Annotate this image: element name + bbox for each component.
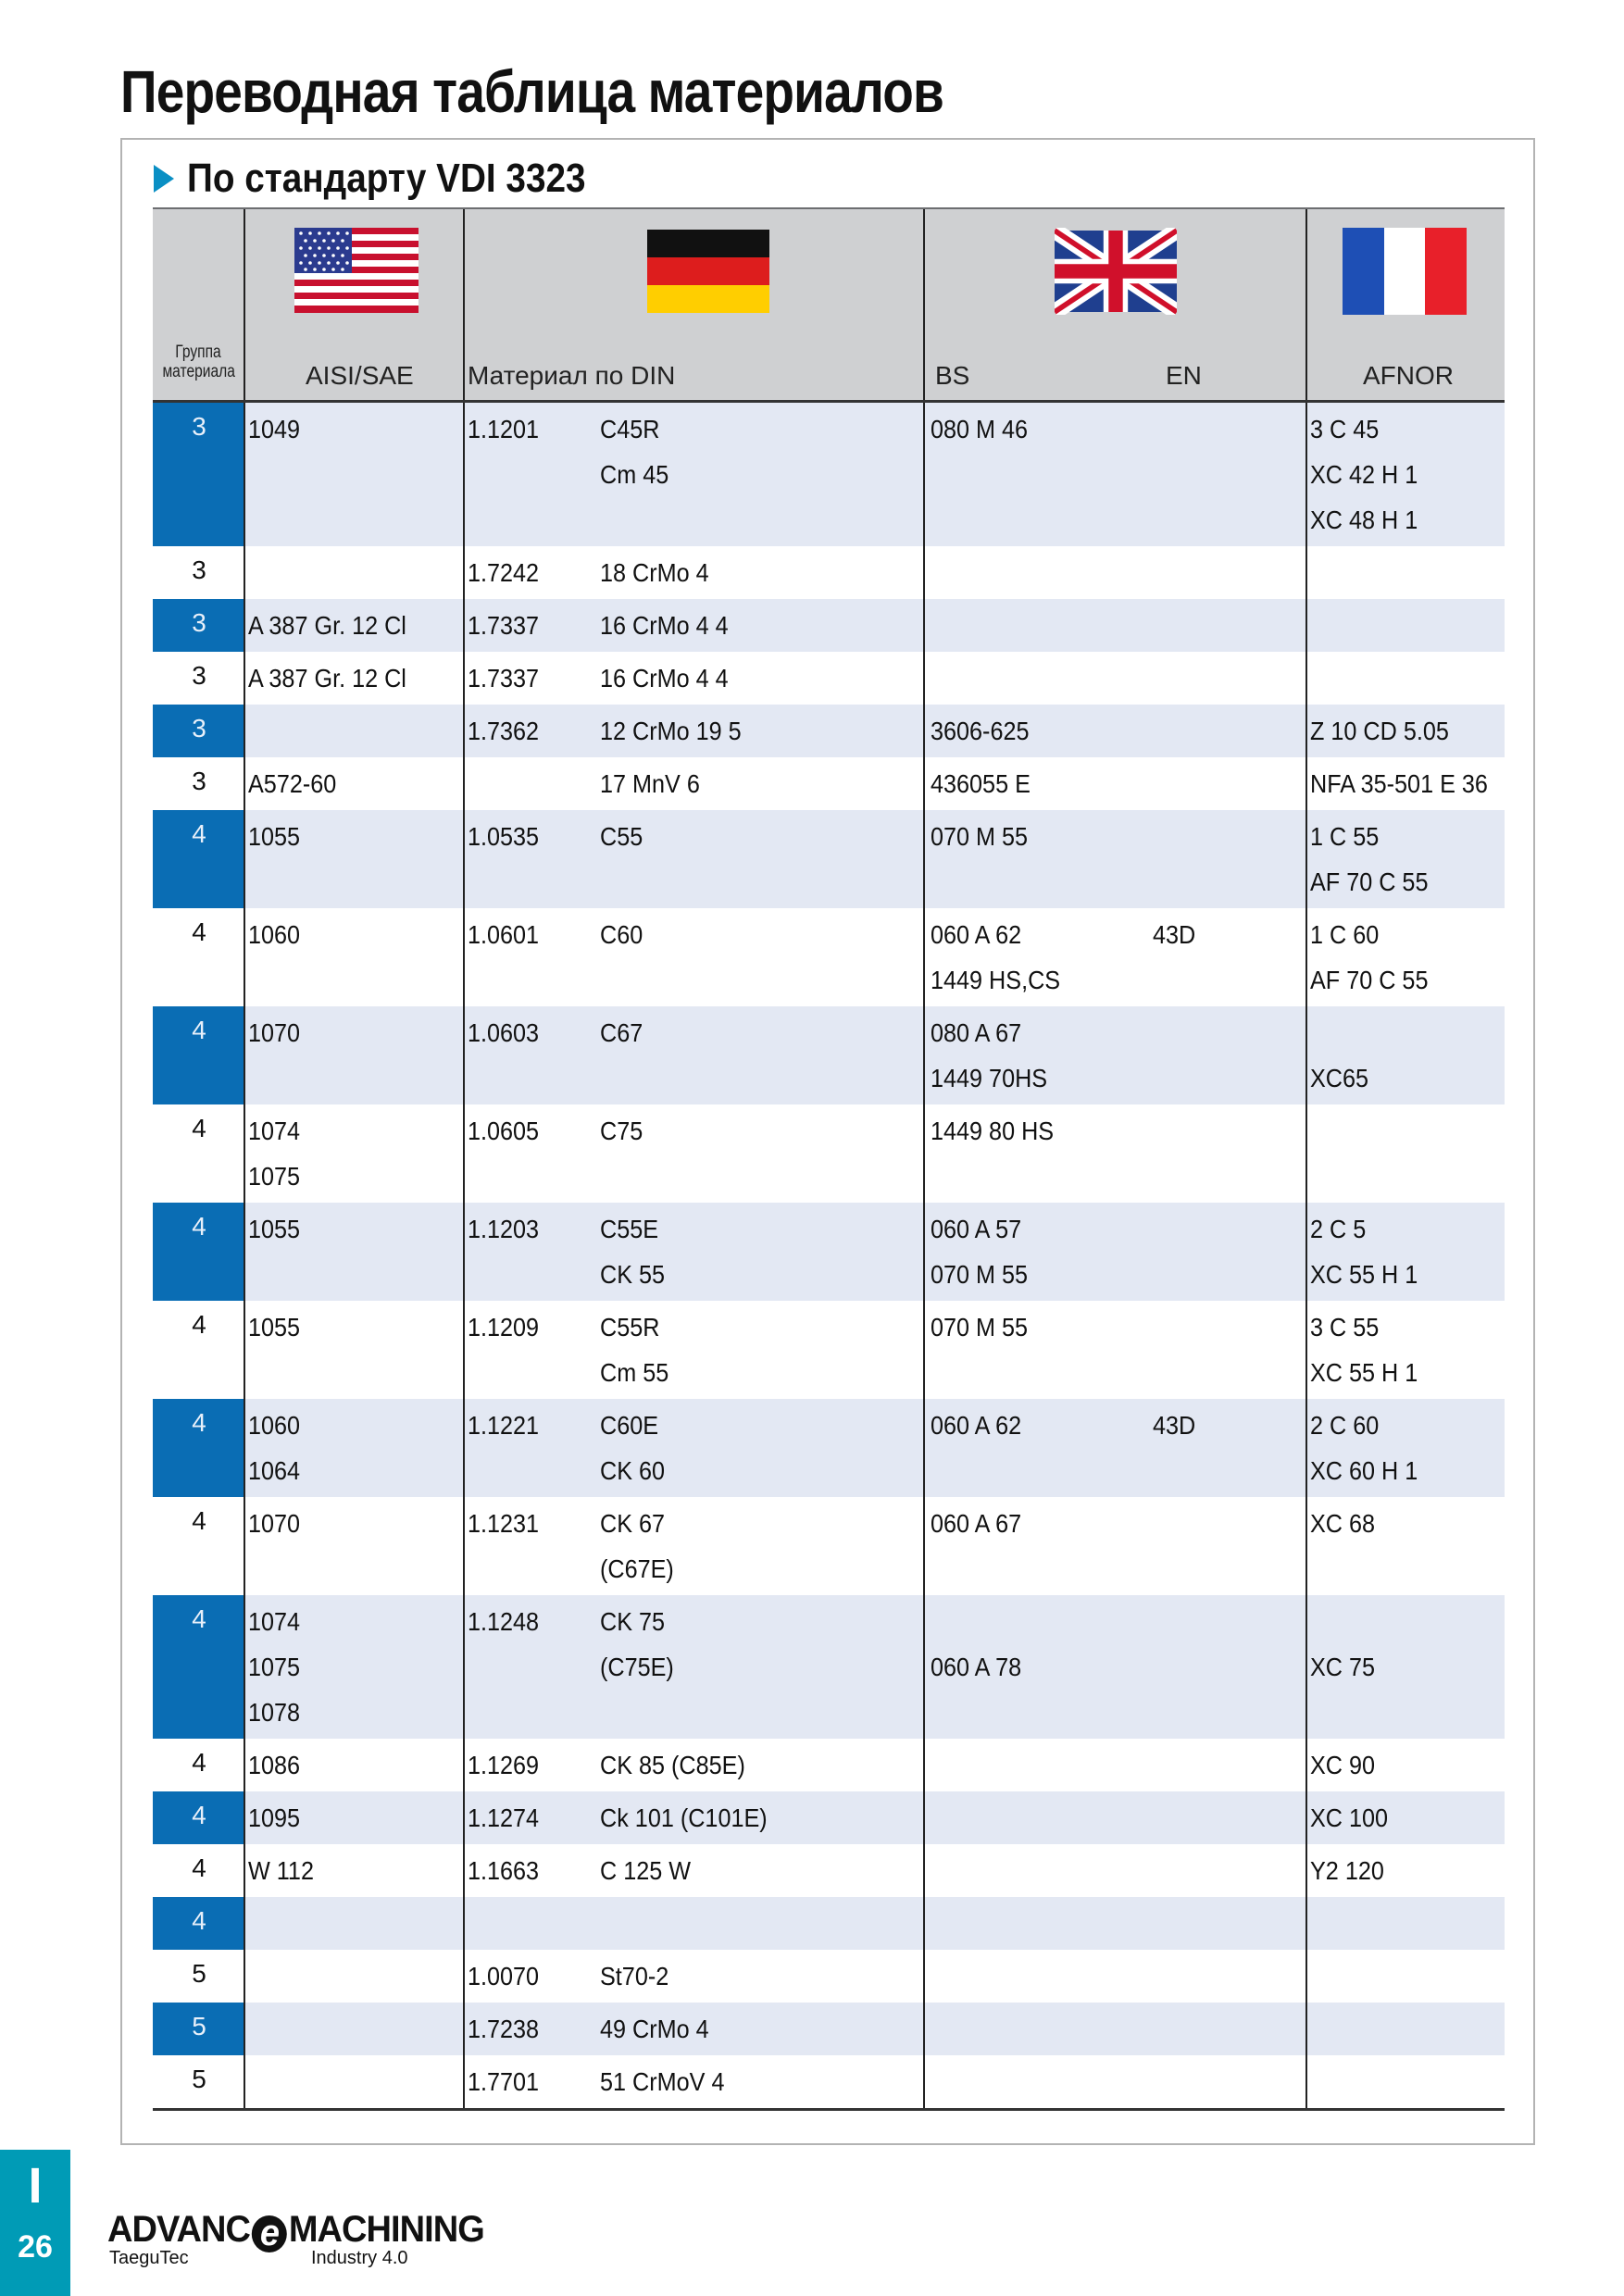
cell-group: 3 (153, 403, 245, 546)
cell-group: 4 (192, 1506, 206, 1535)
cell-din-name-line: CK 67 (600, 1509, 666, 1538)
cell-din-name-line: CK 75 (600, 1607, 666, 1636)
cell-aisi-line: 1055 (248, 1215, 301, 1243)
cell-aisi (248, 814, 300, 859)
header-bs: BS (935, 361, 970, 390)
cell-afnor (1310, 1206, 1418, 1297)
logo-subtitle-left: TaeguTec (109, 2248, 189, 2268)
cell-din-number-line: 1.0070 (468, 1962, 540, 1990)
cell-din-name-line: Cm 45 (600, 460, 669, 489)
cell-bs-line: 1449 70HS (931, 1064, 1048, 1092)
cell-afnor (1310, 708, 1449, 754)
cell-din-name-line: 18 CrMo 4 (600, 558, 709, 587)
logo-e: e (252, 2215, 287, 2252)
cell-afnor-line: XC 60 H 1 (1310, 1456, 1418, 1485)
cell-din-name (600, 1010, 643, 1055)
cell-aisi-line: 1075 (248, 1162, 301, 1191)
cell-aisi (248, 603, 406, 648)
cell-din-name (600, 1742, 745, 1788)
cell-din-name-line: (C75E) (600, 1653, 674, 1681)
cell-afnor-line: XC 55 H 1 (1310, 1260, 1418, 1289)
cell-din-number (468, 1848, 539, 1893)
header-en: EN (1166, 361, 1202, 390)
cell-din-number (468, 708, 539, 754)
cell-bs (931, 1108, 1054, 1154)
cell-din-name-line: C60 (600, 920, 643, 949)
germany-flag-icon (647, 230, 769, 313)
header-group (162, 343, 233, 381)
cell-aisi (248, 761, 336, 806)
cell-din-number (468, 655, 539, 701)
cell-din-name-line: (C67E) (600, 1554, 674, 1583)
cell-afnor-line: 1 C 60 (1310, 920, 1380, 949)
table-row (153, 1897, 1505, 1950)
cell-din-name (600, 603, 729, 648)
usa-flag-icon (294, 228, 418, 313)
cell-din-name-line: C55 (600, 822, 643, 851)
cell-aisi-line: 1070 (248, 1018, 301, 1047)
cell-din-name (600, 708, 742, 754)
cell-bs (931, 1206, 1028, 1297)
cell-din-number (468, 1599, 539, 1644)
cell-aisi (248, 1501, 300, 1546)
cell-bs-line: 3606-625 (931, 717, 1030, 745)
play-arrow-icon (154, 165, 174, 193)
cell-bs-line (931, 1599, 1021, 1644)
cell-afnor (1310, 761, 1488, 806)
cell-aisi-line: 1055 (248, 822, 301, 851)
cell-bs-line: 060 A 67 (931, 1509, 1022, 1538)
cell-afnor-line: XC 100 (1310, 1803, 1389, 1832)
body-divider (463, 403, 465, 2108)
table-row (153, 1844, 1505, 1897)
cell-bs (931, 814, 1028, 859)
cell-en (1153, 912, 1195, 957)
cell-afnor-line: XC 42 H 1 (1310, 460, 1418, 489)
cell-din-name (600, 912, 643, 957)
cell-din-number (468, 1108, 539, 1154)
cell-aisi-line: W 112 (248, 1856, 314, 1885)
cell-din-name-line: 17 MnV 6 (600, 769, 700, 798)
cell-bs (931, 1304, 1028, 1350)
cell-afnor (1310, 1403, 1418, 1493)
table-row (153, 705, 1505, 757)
cell-din-name-line: CK 60 (600, 1456, 666, 1485)
cell-bs-line: 080 A 67 (931, 1018, 1022, 1047)
cell-din-number-line: 1.7701 (468, 2067, 540, 2096)
cell-afnor-line: NFA 35-501 E 36 (1310, 769, 1488, 798)
cell-afnor (1310, 1304, 1418, 1395)
header-divider (923, 209, 925, 400)
table-row (153, 1739, 1505, 1791)
cell-din-name-line: C75 (600, 1117, 643, 1145)
cell-din-number-line: 1.1663 (468, 1856, 540, 1885)
cell-afnor (1310, 406, 1418, 543)
cell-din-number-line: 1.1269 (468, 1751, 540, 1779)
table-row (153, 1497, 1505, 1595)
cell-group: 5 (153, 2003, 245, 2055)
cell-bs (931, 761, 1031, 806)
table-row (153, 652, 1505, 705)
cell-afnor-line: XC 48 H 1 (1310, 505, 1418, 534)
header-group-line1: Группа (175, 343, 221, 362)
cell-aisi-line: 1074 (248, 1117, 301, 1145)
section-tab-label: I (28, 2158, 43, 2214)
cell-bs (931, 912, 1060, 1003)
cell-din-number (468, 912, 539, 957)
cell-din-number-line: 1.0601 (468, 920, 540, 949)
cell-aisi-line: 1064 (248, 1456, 301, 1485)
cell-din-name-line: 12 CrMo 19 5 (600, 717, 742, 745)
cell-din-name (600, 2059, 724, 2104)
cell-din-name-line: 16 CrMo 4 4 (600, 611, 729, 640)
cell-din-number (468, 814, 539, 859)
cell-afnor (1310, 1848, 1384, 1893)
cell-bs-line: 070 M 55 (931, 822, 1029, 851)
cell-din-name (600, 761, 700, 806)
cell-din-name-line: CK 85 (C85E) (600, 1751, 745, 1779)
cell-group: 4 (153, 1006, 245, 1104)
cell-bs-line: 436055 E (931, 769, 1031, 798)
cell-din-number-line: 1.1201 (468, 415, 540, 443)
cell-bs-line: 1449 80 HS (931, 1117, 1055, 1145)
cell-group: 5 (192, 1959, 206, 1988)
cell-din-name (600, 2006, 709, 2052)
cell-afnor-line: 2 C 5 (1310, 1215, 1367, 1243)
table-row (153, 757, 1505, 810)
cell-afnor-line: XC 75 (1310, 1653, 1376, 1681)
cell-din-number (468, 1742, 539, 1788)
table-row (153, 1950, 1505, 2003)
cell-afnor-line: AF 70 C 55 (1310, 867, 1429, 896)
cell-aisi (248, 1010, 300, 1055)
cell-bs (931, 1599, 1021, 1690)
cell-group: 3 (192, 767, 206, 795)
cell-din-name (600, 406, 668, 497)
cell-din-name-line: C55R (600, 1313, 660, 1341)
cell-din-name (600, 1108, 643, 1154)
cell-afnor-line: 3 C 45 (1310, 415, 1380, 443)
cell-bs-line: 1449 HS,CS (931, 966, 1061, 994)
cell-en-line: 43D (1153, 1411, 1196, 1440)
cell-en-line: 43D (1153, 920, 1196, 949)
cell-din-name-line: 51 CrMoV 4 (600, 2067, 725, 2096)
cell-group: 3 (192, 661, 206, 690)
cell-din-number-line: 1.1274 (468, 1803, 540, 1832)
logo-right: MACHINING (288, 2209, 484, 2250)
table-row (153, 546, 1505, 599)
cell-din-name (600, 1848, 691, 1893)
cell-din-name-line: CK 55 (600, 1260, 666, 1289)
page-title: Переводная таблица материалов (120, 58, 943, 125)
cell-group: 4 (192, 1114, 206, 1142)
cell-aisi-line: 1060 (248, 920, 301, 949)
section-heading-text: По стандарту VDI 3323 (187, 156, 586, 201)
cell-din-number-line: 1.1221 (468, 1411, 540, 1440)
cell-group: 5 (192, 2065, 206, 2093)
table-row (153, 908, 1505, 1006)
logo-subtitle-right: Industry 4.0 (311, 2248, 408, 2268)
cell-aisi-line: 1049 (248, 415, 301, 443)
cell-aisi-line: A572-60 (248, 769, 337, 798)
cell-group: 3 (153, 705, 245, 757)
body-divider (1305, 403, 1307, 2108)
cell-afnor-line: 1 C 55 (1310, 822, 1380, 851)
cell-bs (931, 1501, 1021, 1546)
cell-din-name-line: C 125 W (600, 1856, 692, 1885)
table-body (153, 403, 1505, 2111)
header-divider (244, 209, 245, 400)
table-row (153, 1595, 1505, 1739)
cell-aisi (248, 1206, 300, 1252)
cell-bs-line: 070 M 55 (931, 1313, 1029, 1341)
cell-din-number-line: 1.1203 (468, 1215, 540, 1243)
cell-bs-line: 060 A 62 (931, 920, 1022, 949)
logo-left: ADVANC (107, 2209, 251, 2250)
cell-group: 3 (153, 599, 245, 652)
cell-afnor (1310, 814, 1428, 905)
cell-din-number (468, 1953, 539, 1999)
cell-din-name (600, 1403, 665, 1493)
cell-bs (931, 1010, 1047, 1101)
cell-bs-line: 060 A 62 (931, 1411, 1022, 1440)
header-divider (463, 209, 465, 400)
cell-afnor (1310, 1599, 1375, 1690)
cell-bs (931, 406, 1028, 452)
france-flag-icon (1343, 228, 1467, 315)
cell-din-name (600, 550, 709, 595)
cell-aisi-line: 1075 (248, 1653, 301, 1681)
cell-group: 4 (192, 1748, 206, 1777)
cell-din-number-line: 1.7337 (468, 611, 540, 640)
cell-aisi (248, 912, 300, 957)
cell-din-number-line: 1.7362 (468, 717, 540, 745)
cell-aisi (248, 1848, 314, 1893)
cell-din-number (468, 1206, 539, 1252)
cell-group: 4 (153, 810, 245, 908)
cell-din-number (468, 1010, 539, 1055)
cell-aisi-line: 1095 (248, 1803, 301, 1832)
cell-din-number (468, 2006, 539, 2052)
cell-din-name-line: St70-2 (600, 1962, 669, 1990)
cell-afnor-line: Z 10 CD 5.05 (1310, 717, 1449, 745)
cell-aisi (248, 1403, 300, 1493)
cell-din-number (468, 406, 539, 452)
cell-din-name-line: C60E (600, 1411, 659, 1440)
table-row (153, 1104, 1505, 1203)
cell-group: 4 (192, 1853, 206, 1882)
cell-din-name (600, 1206, 665, 1297)
cell-din-name (600, 814, 643, 859)
cell-aisi (248, 1742, 300, 1788)
cell-afnor (1310, 1742, 1375, 1788)
cell-aisi-line: 1070 (248, 1509, 301, 1538)
cell-din-name (600, 1599, 674, 1690)
cell-group: 4 (153, 1399, 245, 1497)
cell-din-number-line: 1.7337 (468, 664, 540, 693)
table-row (153, 1006, 1505, 1104)
cell-bs (931, 1403, 1021, 1448)
header-divider (1305, 209, 1307, 400)
cell-din-name-line: 16 CrMo 4 4 (600, 664, 729, 693)
table-row (153, 599, 1505, 652)
cell-din-number (468, 1403, 539, 1448)
cell-afnor-line: XC65 (1310, 1064, 1369, 1092)
cell-din-name (600, 1304, 668, 1395)
cell-afnor-line (1310, 1010, 1368, 1055)
cell-din-number-line: 1.7238 (468, 2015, 540, 2043)
cell-din-number (468, 1795, 539, 1841)
cell-aisi-line: 1078 (248, 1698, 301, 1727)
cell-din-number-line: 1.1248 (468, 1607, 540, 1636)
uk-flag-icon (1055, 228, 1177, 315)
cell-din-name (600, 655, 729, 701)
table-row (153, 1203, 1505, 1301)
cell-aisi-line: 1086 (248, 1751, 301, 1779)
header-aisi: AISI/SAE (306, 361, 414, 390)
cell-din-number (468, 1304, 539, 1350)
materials-table (153, 207, 1505, 2111)
cell-din-number-line: 1.0605 (468, 1117, 540, 1145)
cell-group: 4 (153, 1203, 245, 1301)
cell-din-name (600, 1953, 668, 1999)
cell-aisi-line: A 387 Gr. 12 Cl (248, 611, 406, 640)
page-number: 26 (18, 2229, 53, 2265)
cell-afnor (1310, 1010, 1368, 1101)
cell-afnor-line: 3 C 55 (1310, 1313, 1380, 1341)
cell-din-number (468, 550, 539, 595)
table-row (153, 1399, 1505, 1497)
brand-logo (107, 2209, 484, 2268)
cell-aisi (248, 655, 406, 701)
cell-din-name-line: C45R (600, 415, 660, 443)
body-divider (244, 403, 245, 2108)
cell-aisi-line: 1055 (248, 1313, 301, 1341)
cell-din-number (468, 2059, 539, 2104)
table-row (153, 2003, 1505, 2055)
logo-wordmark (107, 2209, 484, 2252)
header-din: Материал по DIN (468, 361, 676, 390)
cell-din-name-line: C55E (600, 1215, 659, 1243)
cell-afnor-line: XC 55 H 1 (1310, 1358, 1418, 1387)
cell-bs-line: 070 M 55 (931, 1260, 1029, 1289)
cell-group: 4 (153, 1791, 245, 1844)
cell-din-number-line: 1.1231 (468, 1509, 540, 1538)
cell-din-name-line: Cm 55 (600, 1358, 669, 1387)
cell-din-number-line: 1.0603 (468, 1018, 540, 1047)
cell-aisi-line: 1074 (248, 1607, 301, 1636)
cell-en (1153, 1403, 1195, 1448)
table-row (153, 2055, 1505, 2108)
cell-bs-line: 060 A 57 (931, 1215, 1022, 1243)
cell-bs (931, 708, 1030, 754)
cell-afnor (1310, 1795, 1388, 1841)
table-row (153, 810, 1505, 908)
table-row (153, 1301, 1505, 1399)
cell-group: 4 (153, 1897, 245, 1950)
cell-afnor-line: 2 C 60 (1310, 1411, 1380, 1440)
cell-group: 3 (192, 555, 206, 584)
cell-afnor-line: AF 70 C 55 (1310, 966, 1429, 994)
cell-din-name (600, 1795, 768, 1841)
cell-aisi (248, 1108, 300, 1199)
cell-bs-line: 080 M 46 (931, 415, 1029, 443)
cell-group: 4 (192, 1310, 206, 1339)
table-row (153, 1791, 1505, 1844)
body-divider (923, 403, 925, 2108)
cell-group: 4 (192, 917, 206, 946)
cell-din-name (600, 1501, 674, 1591)
cell-aisi-line: A 387 Gr. 12 Cl (248, 664, 406, 693)
section-heading (154, 156, 640, 202)
cell-aisi (248, 406, 300, 452)
header-afnor: AFNOR (1363, 361, 1454, 390)
cell-afnor-line: XC 68 (1310, 1509, 1376, 1538)
cell-din-number-line: 1.7242 (468, 558, 540, 587)
cell-group: 4 (153, 1595, 245, 1739)
table-row (153, 403, 1505, 546)
cell-aisi (248, 1304, 300, 1350)
cell-aisi (248, 1599, 300, 1735)
cell-din-number (468, 603, 539, 648)
cell-afnor-line: Y2 120 (1310, 1856, 1384, 1885)
cell-din-number-line: 1.1209 (468, 1313, 540, 1341)
section-tab (0, 2150, 70, 2296)
cell-afnor-line: XC 90 (1310, 1751, 1376, 1779)
cell-afnor-line (1310, 1599, 1375, 1644)
cell-aisi (248, 1795, 300, 1841)
cell-din-name-line: C67 (600, 1018, 643, 1047)
cell-bs-line: 060 A 78 (931, 1653, 1022, 1681)
cell-afnor (1310, 1501, 1375, 1546)
header-group-line2: материала (162, 362, 235, 381)
cell-din-number-line: 1.0535 (468, 822, 540, 851)
table-header (153, 207, 1505, 403)
cell-din-number (468, 1501, 539, 1546)
cell-din-name-line: Ck 101 (C101E) (600, 1803, 768, 1832)
cell-aisi-line: 1060 (248, 1411, 301, 1440)
cell-afnor (1310, 912, 1428, 1003)
cell-din-name-line: 49 CrMo 4 (600, 2015, 709, 2043)
